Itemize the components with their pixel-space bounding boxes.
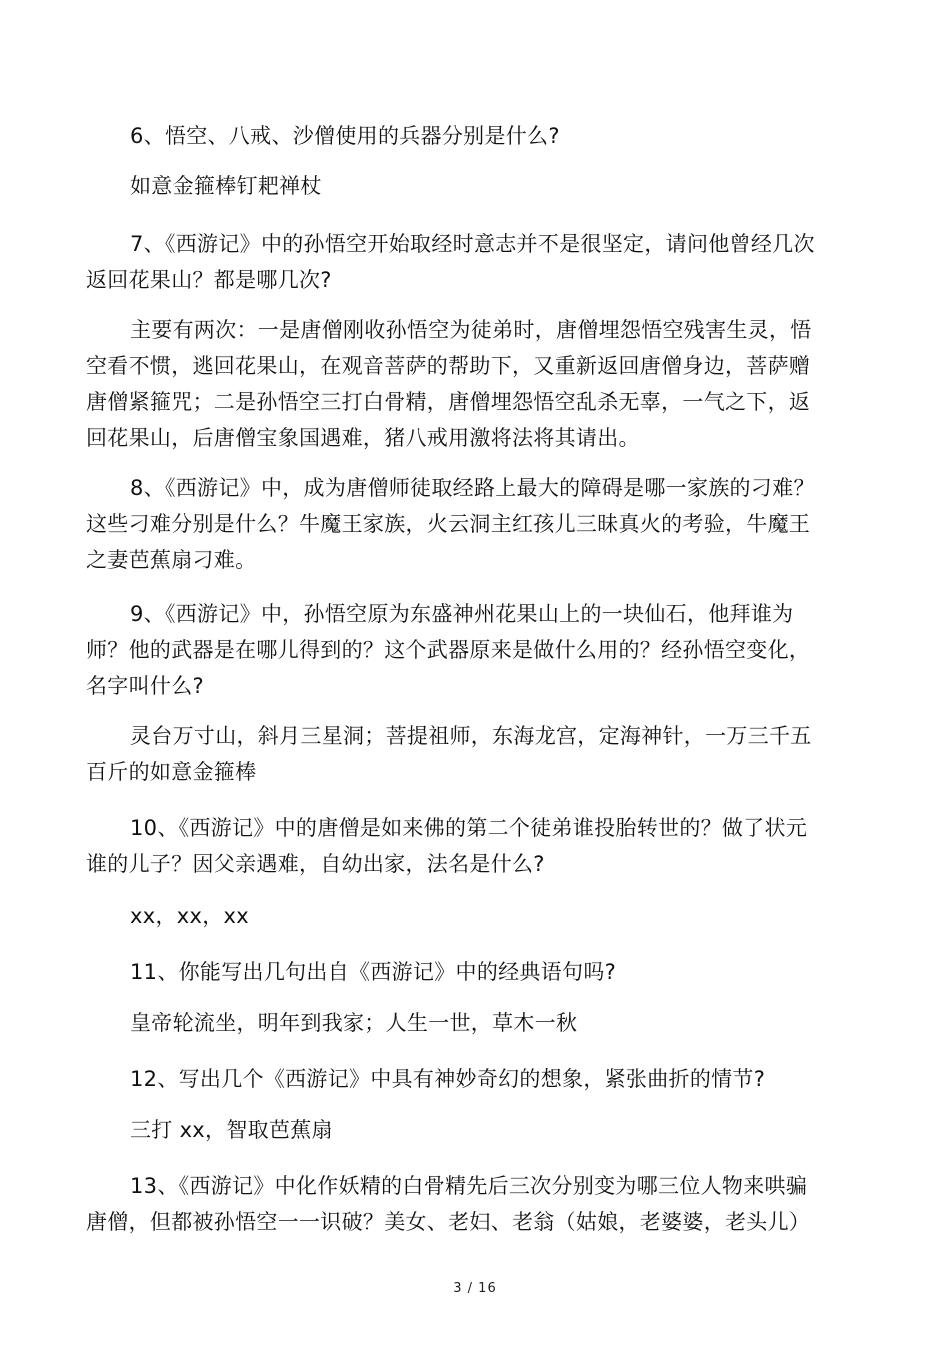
question-6: 6、悟空、八戒、沙僧使用的兵器分别是什么? — [130, 124, 560, 148]
question-12: 12、写出几个《西游记》中具有神妙奇幻的想象，紧张曲折的情节? — [130, 1067, 766, 1091]
answer-10: xx，xx，xx — [130, 904, 249, 928]
answer-11: 皇帝轮流坐，明年到我家；人生一世，草木一秋 — [130, 1011, 578, 1035]
question-8: 8、《西游记》中，成为唐僧师徒取经路上最大的障碍是哪一家族的刁难？这些刁难分别是什么？牛魔王家族，火云洞主红孩儿三昧真火的考验，牛魔王之妻芭蕉扇刁难。 — [86, 476, 815, 572]
question-10: 10、《西游记》中的唐僧是如来佛的第二个徒弟谁投胎转世的？做了状元谁的儿子？因父亲遇难，自幼出家，法名是什么? — [86, 816, 808, 876]
question-9: 9、《西游记》中，孙悟空原为东盛神州花果山上的一块仙石，他拜谁为师？他的武器是在哪儿得到的？这个武器原来是做什么用的？经孙悟空变化，名字叫什么? — [86, 602, 811, 698]
answer-6: 如意金箍棒钉耙禅杖 — [130, 174, 322, 198]
answer-7: 主要有两次：一是唐僧刚收孙悟空为徒弟时，唐僧埋怨悟空残害生灵，悟空看不惯，逃回花果山，在观音菩萨的帮助下，又重新返回唐僧身边，菩萨赠唐僧紧箍咒；二是孙悟空三打白骨精，唐僧埋怨悟空乱杀无辜，一气之下，返回花果山，后唐僧宝象国遇难，猪八戒用激将法将其请出。 — [86, 318, 812, 450]
question-11: 11、你能写出几句出自《西游记》中的经典语句吗? — [130, 960, 617, 984]
answer-12: 三打 xx，智取芭蕉扇 — [130, 1118, 333, 1142]
answer-9: 灵台万寸山，斜月三星洞；菩提祖师，东海龙宫，定海神针，一万三千五百斤的如意金箍棒 — [86, 724, 812, 784]
question-13: 13、《西游记》中化作妖精的白骨精先后三次分别变为哪三位人物来哄骗唐僧，但都被孙悟空一一识破？美女、老妇、老翁（姑娘，老婆婆，老头儿） — [86, 1174, 811, 1234]
page-number: 3 / 16 — [453, 1281, 497, 1296]
question-7: 7、《西游记》中的孙悟空开始取经时意志并不是很坚定，请问他曾经几次返回花果山？都是哪几次? — [86, 232, 815, 292]
